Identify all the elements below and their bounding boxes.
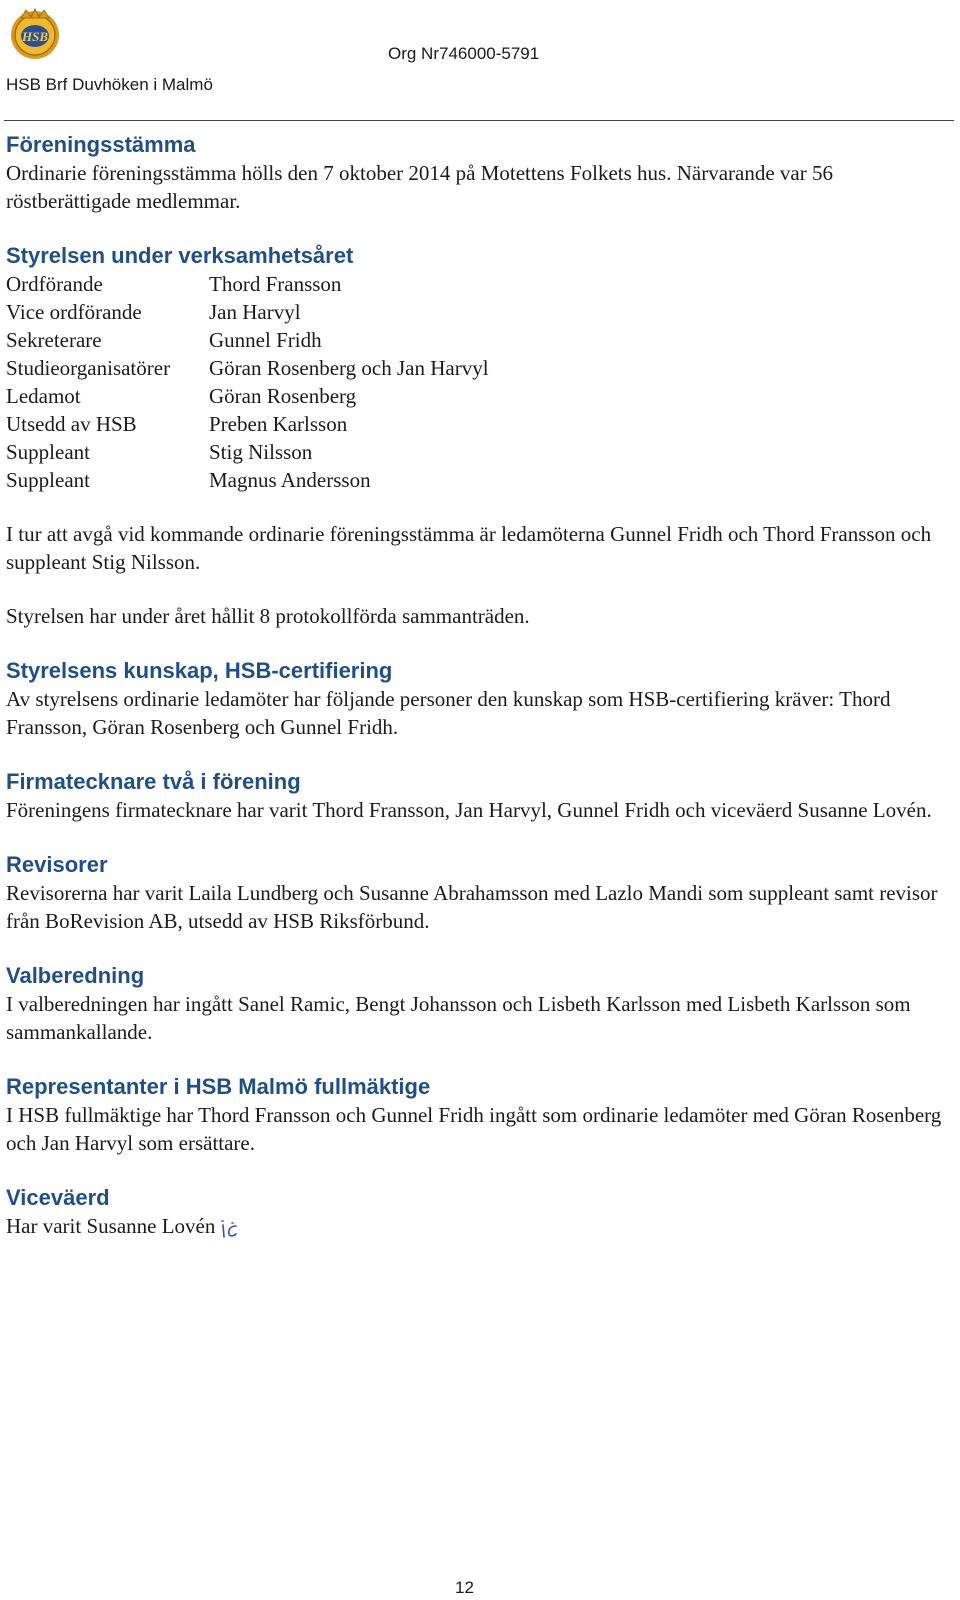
board-role: Suppleant <box>6 468 90 492</box>
board-member-name: Jan Harvyl <box>209 300 301 324</box>
section-foreningsstamma <box>6 131 951 215</box>
board-member-name: Gunnel Fridh <box>209 328 322 352</box>
board-member-row <box>6 354 951 382</box>
board-member-name: Preben Karlsson <box>209 412 348 436</box>
organization-number: Org Nr746000-5791 <box>388 44 540 63</box>
section-text: I HSB fullmäktige har Thord Fransson och Gunnel Fridh ingått som ordinarie ledamöter med Göran Rosenberg och Jan Harvyl som ersättare. <box>6 1103 942 1155</box>
hsb-logo <box>9 8 61 60</box>
section-kunskap <box>6 657 951 741</box>
board-member-name: Magnus Andersson <box>209 468 371 492</box>
board-member-row <box>6 326 951 354</box>
board-member-row <box>6 270 951 298</box>
section-text: Har varit Susanne Lovén <box>6 1214 216 1238</box>
hsb-seal-icon <box>9 8 61 60</box>
section-firmatecknare <box>6 768 951 824</box>
board-role: Vice ordförande <box>6 300 142 324</box>
section-heading: Revisorer <box>6 852 108 877</box>
section-valberedning <box>6 962 951 1046</box>
section-text: Ordinarie föreningsstämma hölls den 7 oktober 2014 på Motettens Folkets hus. Närvarande var 56 röstberättigade medlemmar. <box>6 161 833 213</box>
section-heading: Firmatecknare två i förening <box>6 769 301 794</box>
section-heading: Viceväerd <box>6 1185 110 1210</box>
section-text-wrap <box>6 1212 951 1246</box>
section-revisorer <box>6 851 951 935</box>
board-member-row <box>6 410 951 438</box>
board-members-list <box>6 270 951 494</box>
section-vicevard <box>6 1184 951 1246</box>
board-role: Ordförande <box>6 272 103 296</box>
section-text: Revisorerna har varit Laila Lundberg och Susanne Abrahamsson med Lazlo Mandi som suppleant samt revisor från BoRevision AB, utsedd av HSB Riksförbund. <box>6 881 938 933</box>
handwritten-initials <box>221 1217 239 1246</box>
board-member-row <box>6 438 951 466</box>
board-meetings-text: Styrelsen har under året hållit 8 protokollförda sammanträden. <box>6 604 530 628</box>
board-member-name: Stig Nilsson <box>209 440 313 464</box>
board-member-name: Göran Rosenberg <box>209 384 357 408</box>
board-role: Suppleant <box>6 440 90 464</box>
board-role: Ledamot <box>6 384 81 408</box>
board-rotation-text: I tur att avgå vid kommande ordinarie föreningsstämma är ledamöterna Gunnel Fridh och Thord Fransson och suppleant Stig Nilsson. <box>6 522 932 574</box>
section-heading: Styrelsens kunskap, HSB-certifiering <box>6 658 393 683</box>
board-member-name: Göran Rosenberg och Jan Harvyl <box>209 356 489 380</box>
board-member-row <box>6 466 951 494</box>
section-text: Föreningens firmatecknare har varit Thord Fransson, Jan Harvyl, Gunnel Fridh och viceväerd Susanne Lovén. <box>6 798 932 822</box>
page-number: 12 <box>455 1578 474 1597</box>
section-text: I valberedningen har ingått Sanel Ramic, Bengt Johansson och Lisbeth Karlsson med Lisbeth Karlsson som sammankallande. <box>6 992 911 1044</box>
organization-name: HSB Brf Duvhöken i Malmö <box>6 75 213 94</box>
section-heading: Föreningsstämma <box>6 132 196 157</box>
section-styrelsen <box>6 242 951 630</box>
board-member-row <box>6 298 951 326</box>
svg-text:HSB: HSB <box>21 29 49 44</box>
handwritten-initials-icon <box>221 1217 239 1239</box>
board-member-row <box>6 382 951 410</box>
section-heading: Representanter i HSB Malmö fullmäktige <box>6 1074 431 1099</box>
section-heading: Styrelsen under verksamhetsåret <box>6 243 354 268</box>
section-representanter <box>6 1073 951 1157</box>
section-heading: Valberedning <box>6 963 145 988</box>
board-role: Utsedd av HSB <box>6 412 137 436</box>
board-role: Sekreterare <box>6 328 102 352</box>
board-role: Studieorganisatörer <box>6 356 171 380</box>
section-text: Av styrelsens ordinarie ledamöter har följande personer den kunskap som HSB-certifiering kräver: Thord Fransson, Göran Rosenberg och Gunnel Fridh. <box>6 687 891 739</box>
document-body <box>6 131 951 1273</box>
header-divider <box>4 120 954 121</box>
board-member-name: Thord Fransson <box>209 272 342 296</box>
